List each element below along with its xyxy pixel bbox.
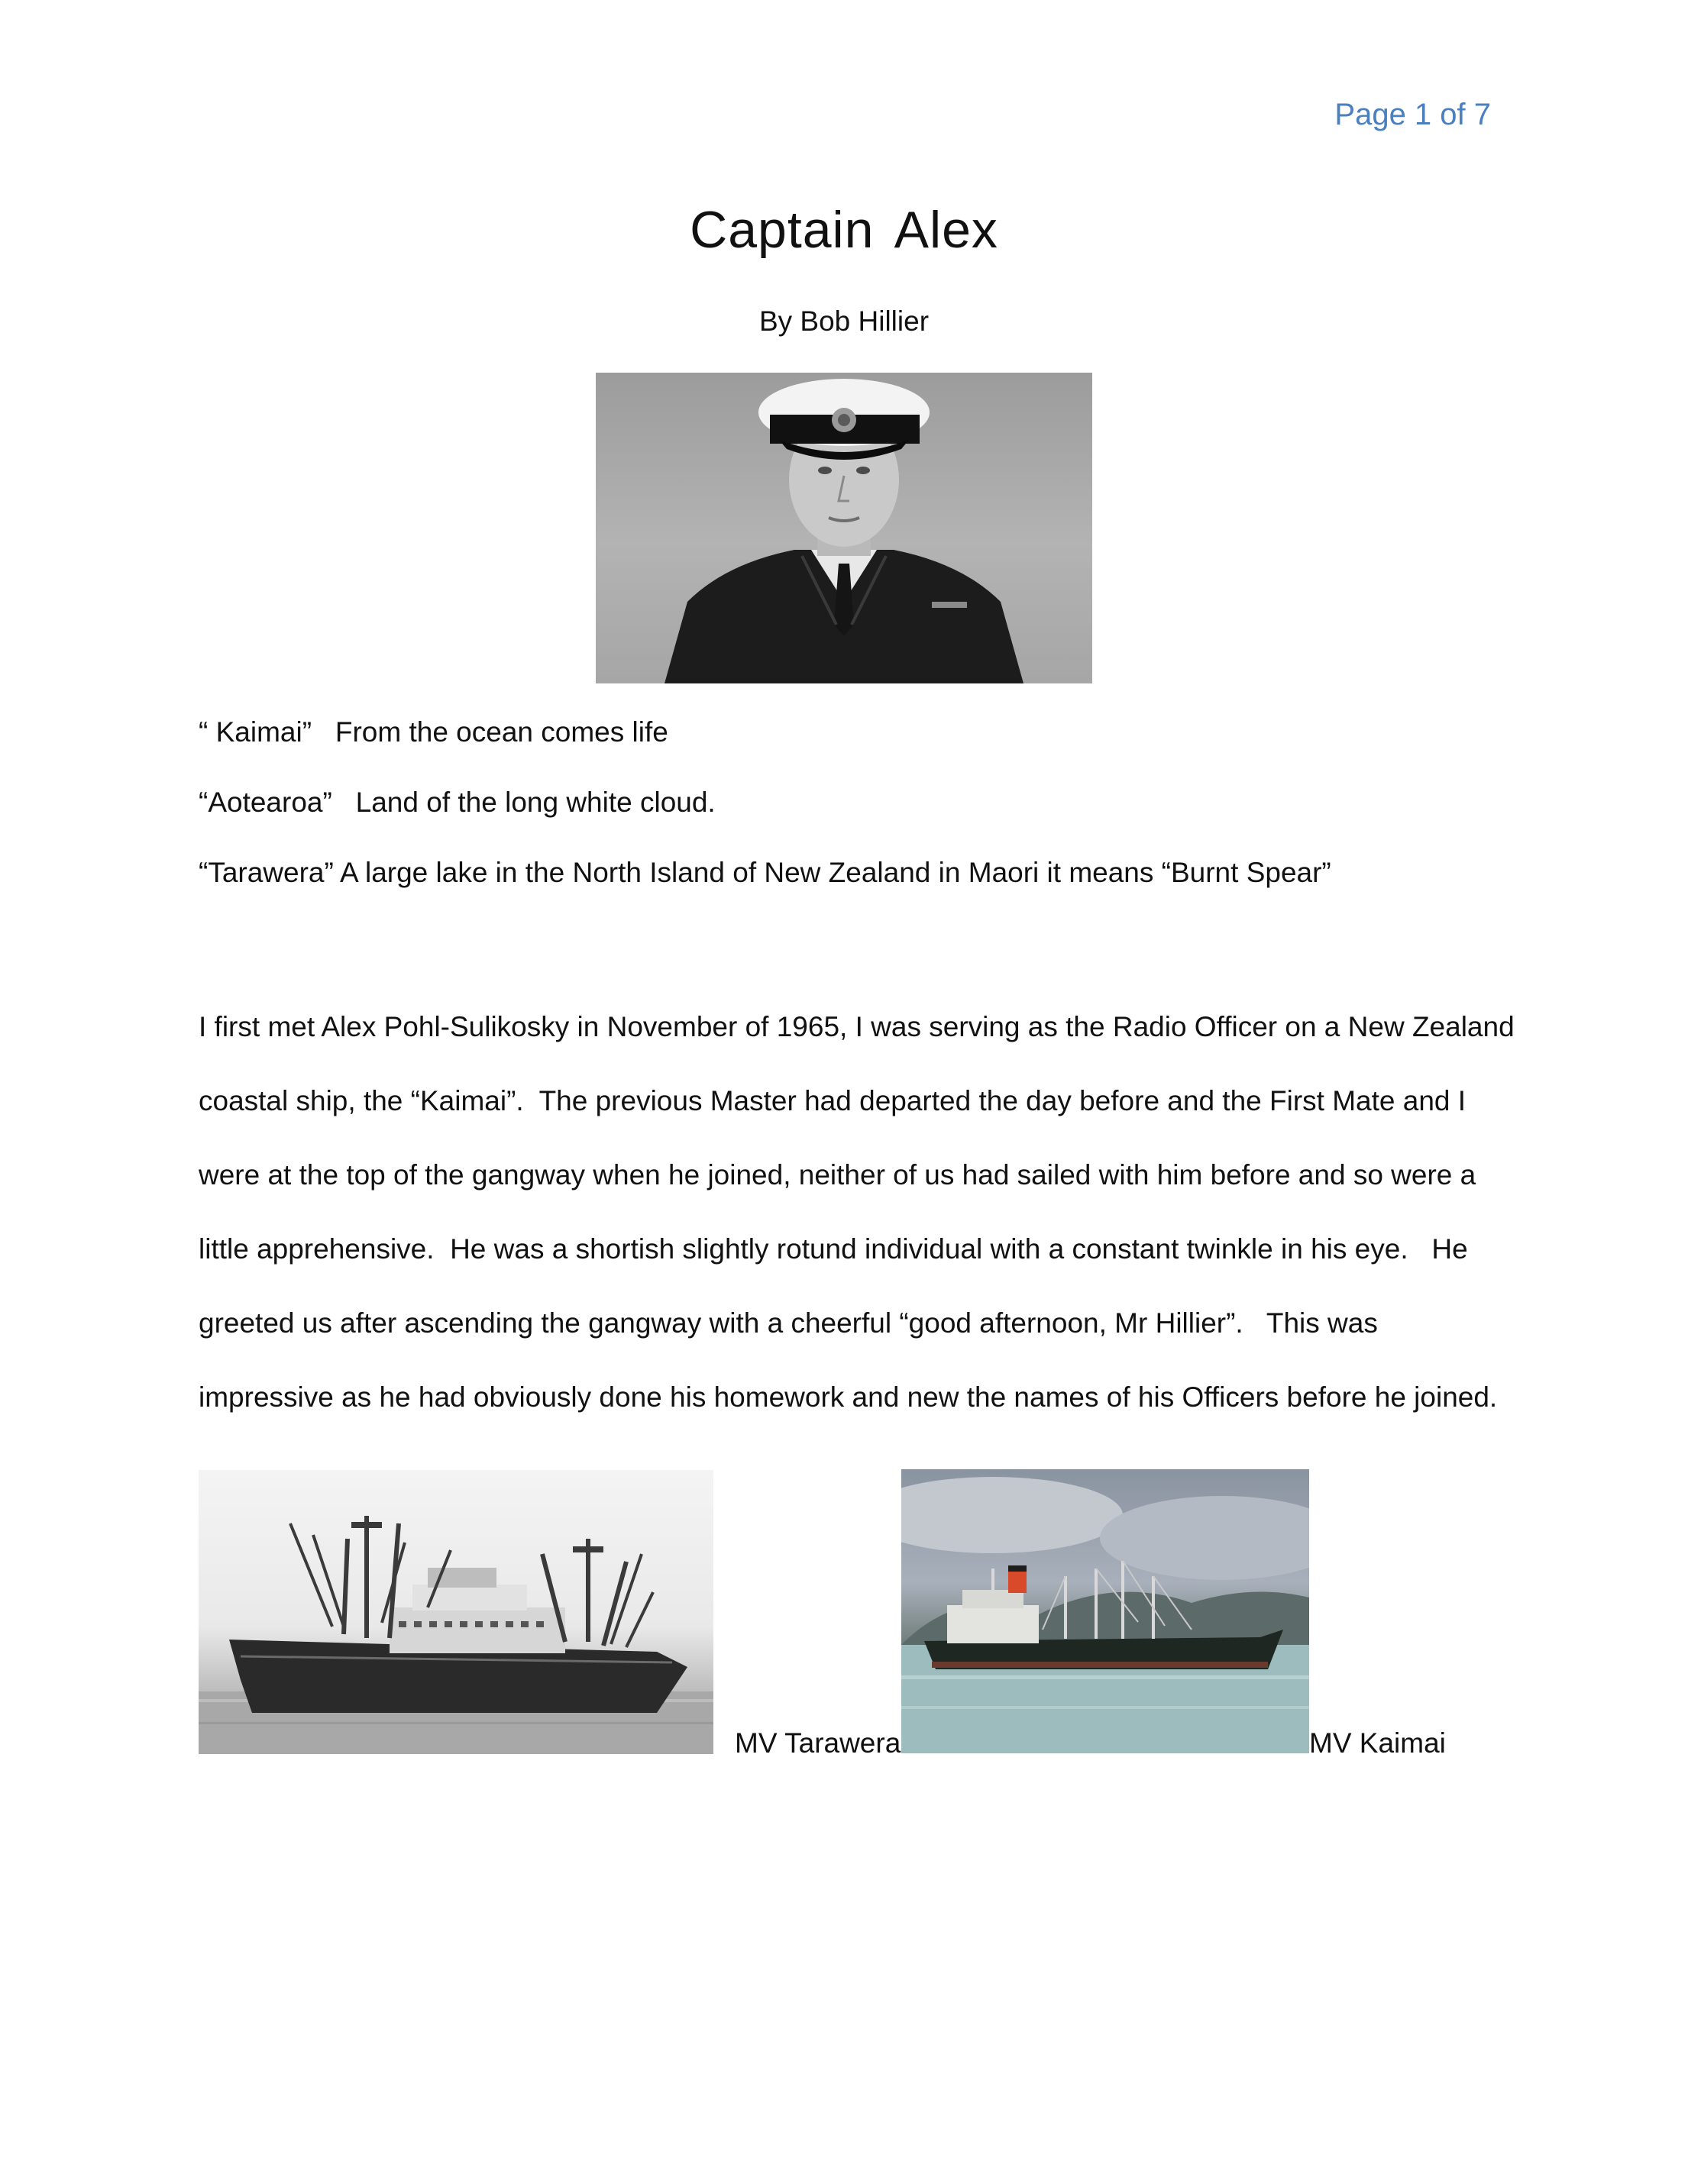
body-line: I first met Alex Pohl-Sulikosky in November of 1965, I was serving as the Radio Officer on a New Zealand: [199, 1011, 1515, 1042]
meaning-kaimai: “ Kaimai” From the ocean comes life: [199, 716, 668, 748]
body-line: greeted us after ascending the gangway with a cheerful “good afternoon, Mr Hillier”. This was: [199, 1307, 1378, 1339]
body-paragraph: [199, 990, 1515, 1434]
kaimai-ship-photo: [901, 1469, 1309, 1753]
kaimai-caption: MV Kaimai: [1309, 1727, 1446, 1759]
body-line: were at the top of the gangway when he joined, neither of us had sailed with him before and so were a: [199, 1159, 1476, 1191]
portrait-illustration: [596, 373, 1092, 683]
document-title: Captain Alex: [690, 201, 998, 259]
meaning-aotearoa: “Aotearoa” Land of the long white cloud.: [199, 787, 716, 818]
page-number: Page 1 of 7: [1334, 98, 1491, 131]
kaimai-ship-illustration: [901, 1469, 1309, 1753]
captain-portrait-photo: [596, 373, 1092, 683]
author-byline: By Bob Hillier: [758, 305, 930, 337]
tarawera-caption: MV Tarawera: [735, 1727, 901, 1759]
body-line: little apprehensive. He was a shortish slightly rotund individual with a constant twinkle in his eye. He: [199, 1233, 1468, 1265]
body-line: impressive as he had obviously done his homework and new the names of his Officers before he joined.: [199, 1381, 1498, 1413]
body-line: coastal ship, the “Kaimai”. The previous Master had departed the day before and the First Mate and I: [199, 1085, 1466, 1116]
meaning-tarawera: “Tarawera” A large lake in the North Island of New Zealand in Maori it means “Burnt Spear”: [199, 857, 1331, 888]
tarawera-ship-illustration: [199, 1470, 713, 1754]
tarawera-ship-photo: [199, 1470, 713, 1754]
